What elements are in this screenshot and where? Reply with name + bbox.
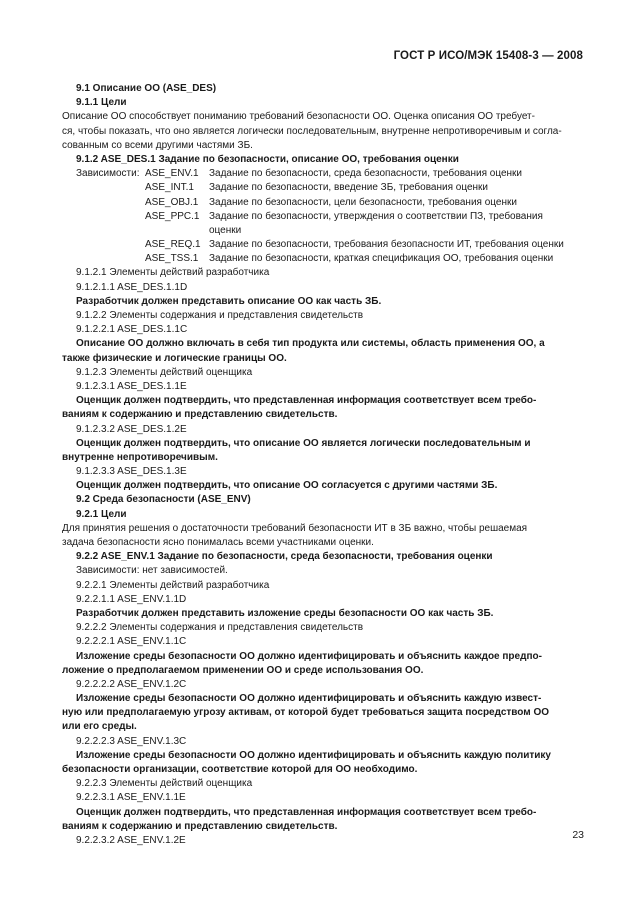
dependency-row — [76, 167, 583, 181]
requirement-text — [62, 706, 583, 720]
dependencies-none: Зависимости: нет зависимостей. — [76, 565, 228, 577]
clause-heading: 9.1.2.2 Элементы содержания и представления свидетельств — [76, 310, 364, 321]
requirement-text: Оценщик должен подтвердить, что описание ОО согласуется с другими частями ЗБ. — [76, 480, 498, 492]
dependency-row — [76, 238, 583, 252]
element-id: 9.2.2.1.1 ASE_ENV.1.1D — [76, 593, 187, 605]
element-id: 9.2.2.3.2 ASE_ENV.1.2E — [76, 834, 186, 846]
page-number: 23 — [572, 829, 584, 841]
dependency-text — [209, 210, 583, 224]
section-heading-9-1: 9.1 Описание ОО (ASE_DES) — [76, 83, 217, 94]
line-text: Изложение среды безопасности ОО должно идентифицировать и объяснить каждую извест- — [76, 693, 542, 705]
paragraph-line — [62, 522, 583, 536]
requirement-text: ваниям к содержанию и представлению свидетельств. — [62, 820, 338, 832]
subsection-heading-9-1-2: 9.1.2 ASE_DES.1 Задание по безопасности, описание ОО, требования оценки — [76, 153, 459, 165]
paragraph-line — [62, 125, 583, 139]
line-text: Изложение среды безопасности ОО должно идентифицировать и объяснить каждое предпо- — [76, 650, 542, 662]
dependency-text: Задание по безопасности, введение ЗБ, требования оценки — [209, 182, 488, 194]
line-text: Оценщик должен подтвердить, что описание ОО является логически последовательным и — [76, 437, 531, 449]
element-id: 9.2.2.2.3 ASE_ENV.1.3C — [76, 735, 187, 747]
requirement-text — [76, 337, 583, 351]
dependency-text: Задание по безопасности, среда безопасности, требования оценки — [209, 168, 522, 180]
line-text: Описание ОО способствует пониманию требований безопасности ОО. Оценка описания ОО требует- — [62, 111, 535, 123]
line-text: Для принятия решения о достаточности требований безопасности ИТ в ЗБ важно, чтобы решаемая — [62, 522, 528, 534]
line-text: Оценщик должен подтвердить, что представленная информация соответствует всем требо- — [76, 395, 537, 407]
paragraph-line — [62, 110, 583, 124]
subsection-heading-9-1-1: 9.1.1 Цели — [76, 97, 127, 109]
element-id: 9.1.2.3.3 ASE_DES.1.3E — [76, 466, 187, 478]
clause-heading: 9.2.2.1 Элементы действий разработчика — [76, 579, 270, 591]
dependency-text: Задание по безопасности, краткая спецификация ОО, требования оценки — [209, 253, 554, 265]
paragraph-line: задача безопасности ясно понималась всеми участниками оценки. — [62, 537, 374, 548]
element-id: 9.1.2.2.1 ASE_DES.1.1C — [76, 324, 188, 336]
element-id: 9.2.2.2.1 ASE_ENV.1.1C — [76, 636, 187, 648]
requirement-text: также физические и логические границы ОО. — [62, 352, 287, 364]
element-id: 9.2.2.2.2 ASE_ENV.1.2C — [76, 678, 187, 690]
element-id: 9.1.2.1.1 ASE_DES.1.1D — [76, 281, 188, 293]
line-text: ся, чтобы показать, что оно является логически последовательным, внутренне непротиворечивым и согла- — [62, 125, 562, 137]
clause-heading: 9.1.2.1 Элементы действий разработчика — [76, 267, 270, 279]
clause-heading: 9.1.2.3 Элементы действий оценщика — [76, 366, 253, 378]
dependency-code: ASE_TSS.1 — [145, 253, 199, 265]
requirement-text: безопасности организации, соответствие которой для ОО необходимо. — [62, 764, 418, 775]
requirement-text: Разработчик должен представить изложение среды безопасности ОО как часть ЗБ. — [76, 607, 494, 619]
dependency-text-continued: оценки — [209, 224, 242, 236]
requirement-text — [76, 650, 583, 664]
paragraph-line: сованным со всеми другими частями ЗБ. — [62, 139, 253, 151]
dependency-row — [76, 181, 583, 195]
dependency-code: ASE_REQ.1 — [145, 239, 201, 251]
dependency-text: Задание по безопасности, требования безопасности ИТ, требования оценки — [209, 239, 564, 251]
element-id: 9.1.2.3.2 ASE_DES.1.2E — [76, 423, 187, 435]
section-heading-9-2: 9.2 Среда безопасности (ASE_ENV) — [76, 494, 251, 506]
requirement-text — [76, 749, 583, 763]
line-text: ную или предполагаемую угрозу активам, от которой будет требоваться защита посредством ОО — [62, 707, 550, 719]
dependency-text: Задание по безопасности, цели безопасности, требования оценки — [209, 196, 517, 208]
line-text: Оценщик должен подтвердить, что представленная информация соответствует всем требо- — [76, 806, 537, 818]
dependencies-label: Зависимости: — [76, 168, 140, 180]
dependency-text-part: Задание по безопасности, утверждения о соответствии ПЗ, требования — [209, 210, 543, 222]
dependency-row — [76, 210, 583, 224]
dependency-row — [76, 196, 583, 210]
dependency-code: ASE_INT.1 — [145, 182, 194, 194]
clause-heading: 9.2.2.3 Элементы действий оценщика — [76, 778, 253, 790]
requirement-text: или его среды. — [62, 721, 137, 733]
requirement-text: ложение о предполагаемом применении ОО и среде использования ОО. — [62, 664, 424, 676]
requirement-text — [76, 692, 583, 706]
dependency-code: ASE_OBJ.1 — [145, 196, 199, 208]
standard-header: ГОСТ Р ИСО/МЭК 15408-3 — 2008 — [393, 50, 583, 62]
dependency-row-continued — [76, 224, 583, 238]
subsection-heading-9-2-1: 9.2.1 Цели — [76, 508, 127, 520]
dependency-code: ASE_PPC.1 — [145, 210, 200, 222]
element-id: 9.2.2.3.1 ASE_ENV.1.1E — [76, 792, 186, 804]
requirement-text: Разработчик должен представить описание ОО как часть ЗБ. — [76, 295, 382, 307]
line-text: Описание ОО должно включать в себя тип продукта или системы, область применения ОО, а — [76, 338, 545, 350]
clause-heading: 9.2.2.2 Элементы содержания и представления свидетельств — [76, 622, 364, 634]
line-text: Изложение среды безопасности ОО должно идентифицировать и объяснить каждую политику — [76, 749, 551, 761]
requirement-text — [76, 806, 583, 820]
dependency-code: ASE_ENV.1 — [145, 168, 199, 180]
subsection-heading-9-2-2: 9.2.2 ASE_ENV.1 Задание по безопасности, среда безопасности, требования оценки — [76, 551, 493, 563]
requirement-text: ваниям к содержанию и представлению свидетельств. — [62, 409, 338, 421]
requirement-text: внутренне непротиворечивым. — [62, 451, 218, 463]
document-body — [62, 82, 583, 848]
requirement-text — [76, 437, 583, 451]
dependency-row — [76, 252, 583, 266]
element-id: 9.1.2.3.1 ASE_DES.1.1E — [76, 380, 187, 392]
requirement-text — [76, 394, 583, 408]
